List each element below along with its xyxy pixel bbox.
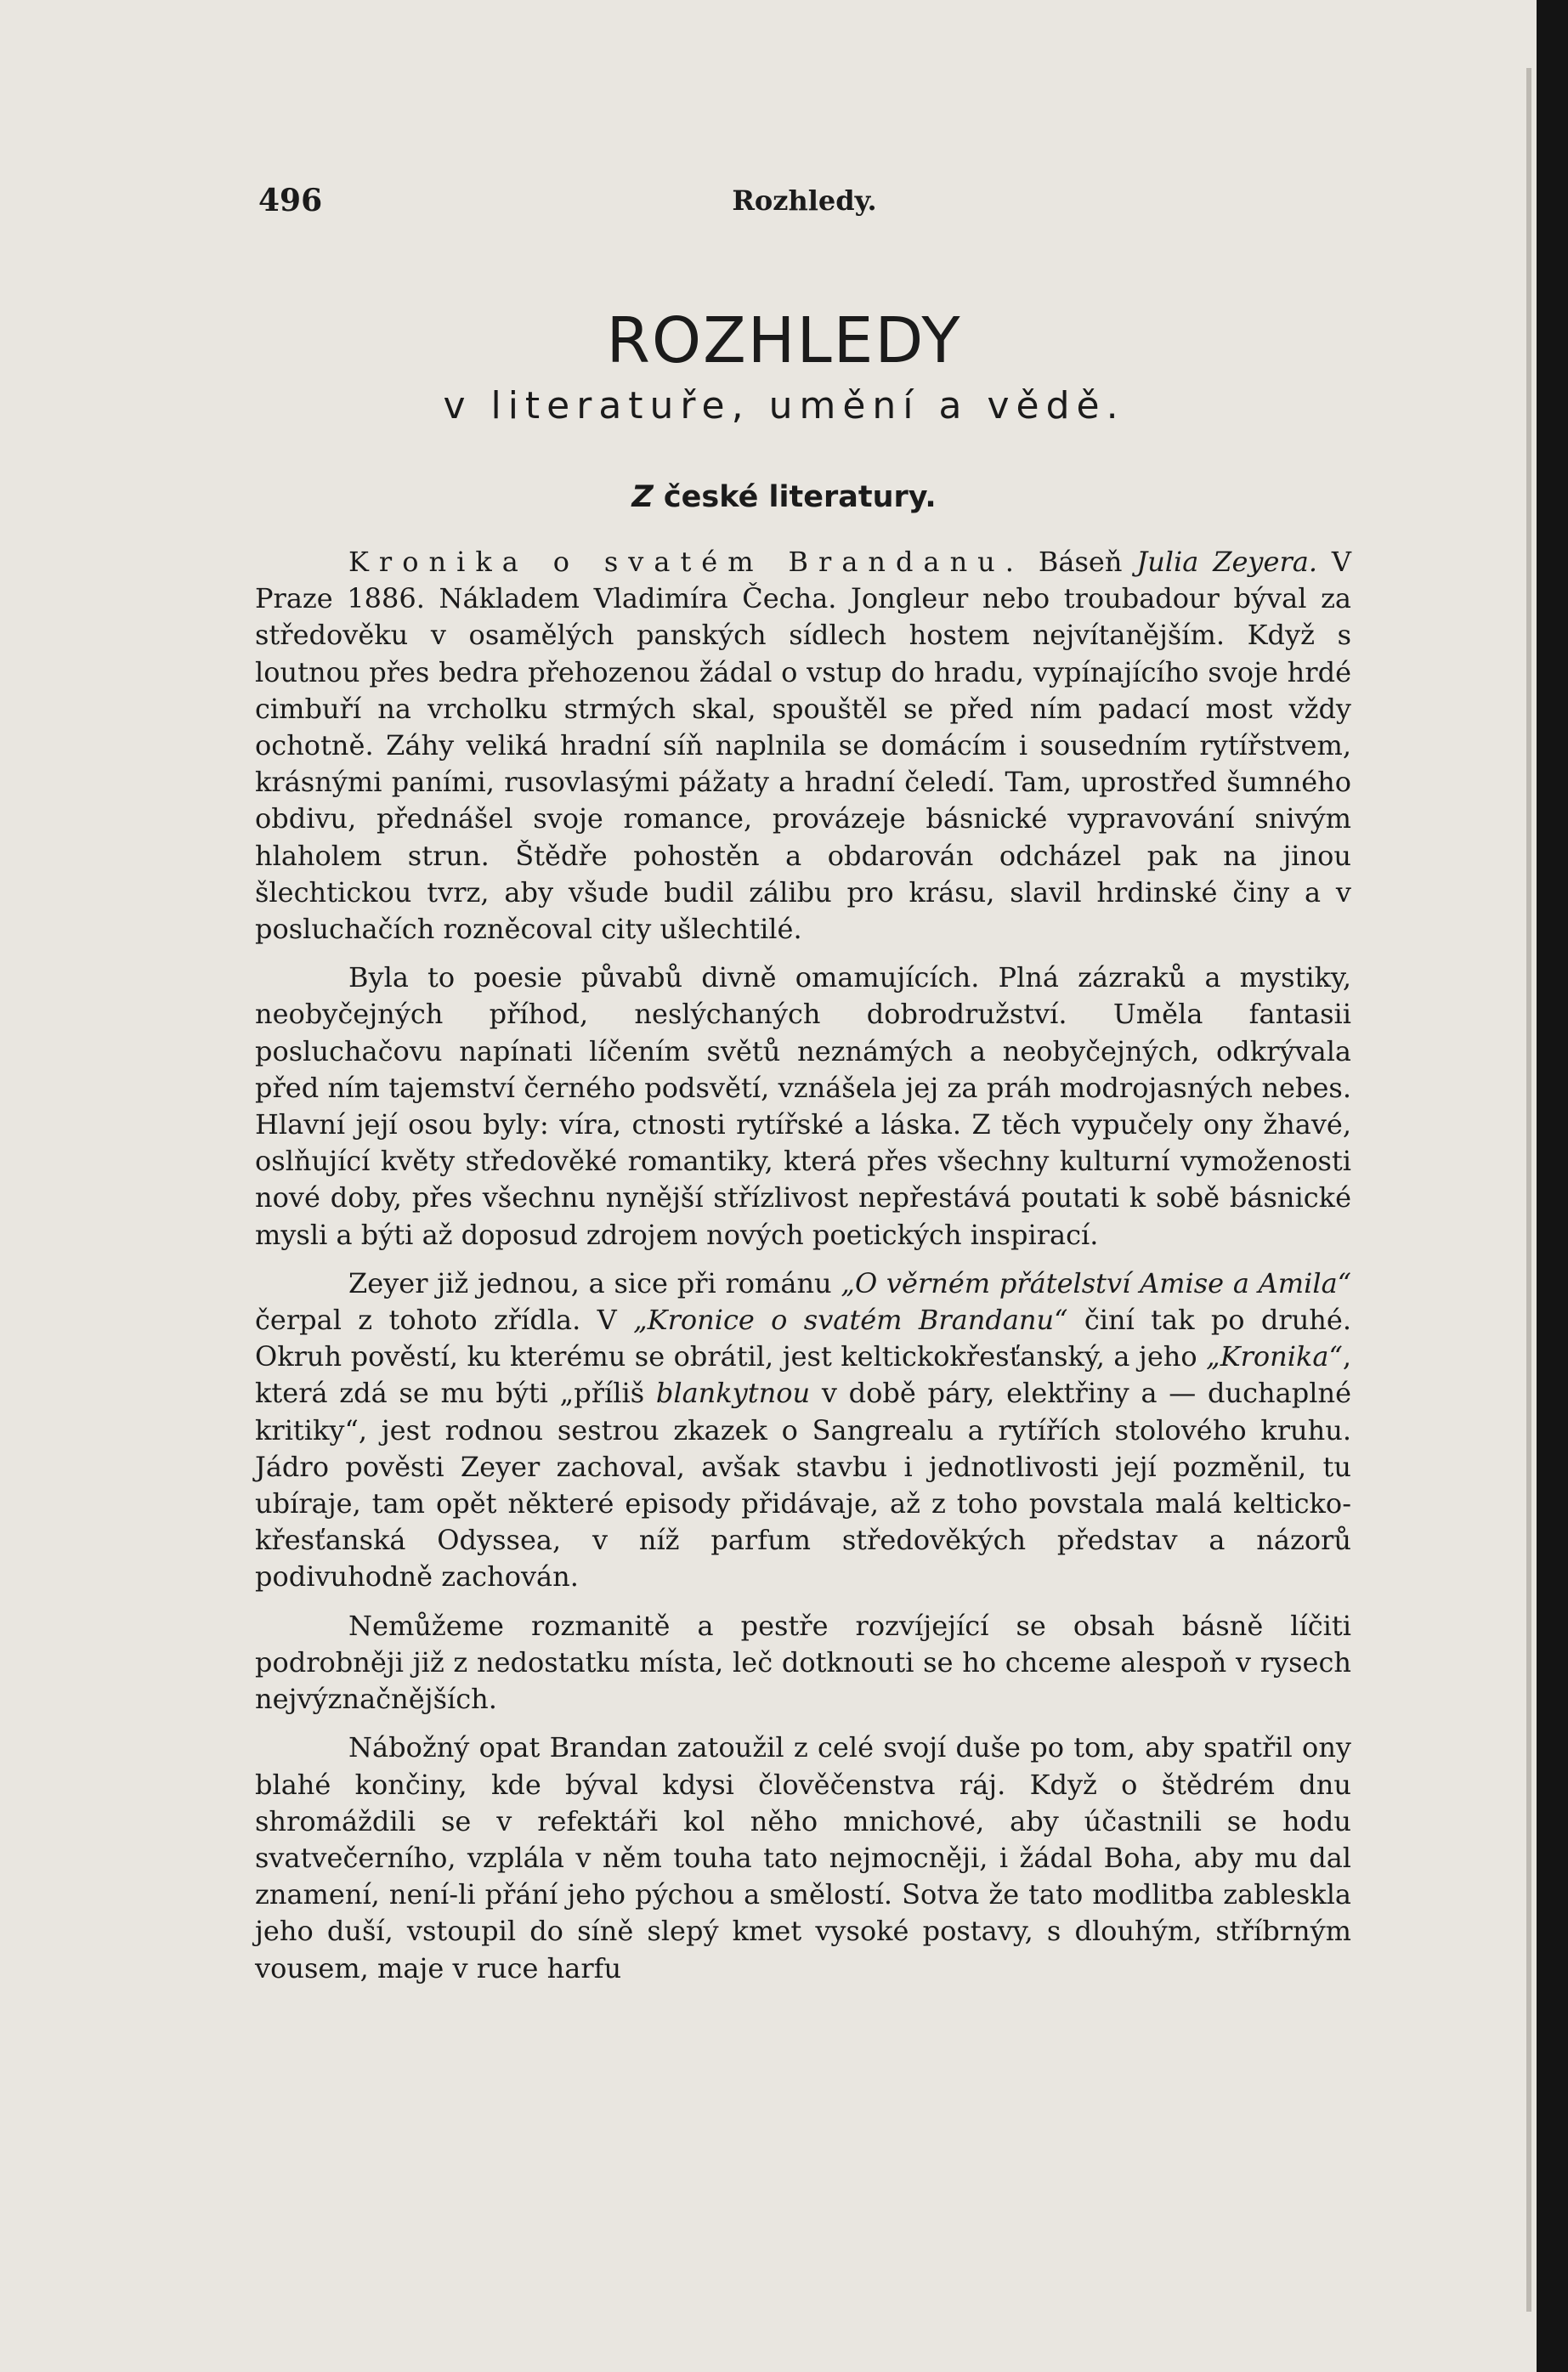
paragraph [255,960,1351,1254]
paragraph [255,1729,1351,1986]
paragraph [255,544,1351,948]
page-number: 496 [258,183,323,218]
text-run: V Praze 1886. Nákladem Vladimíra Čecha. Jongleur nebo troubadour býval za středověku v osamělých panských sídlech hostem nejvítanějším. Když s loutnou přes bedra přehozenou žádal o vstup do hradu, vypínajícího svoje hrdé cimbuří na vrcholku strmých skal, spouštěl se před ním padací most vždy ochotně. Záhy veliká hradní síň naplnila se domácím i sousedním rytířstvem, krásnými paními, rusovlasými pážaty a hradní čeledí. Tam, uprostřed šumného obdivu, přednášel svoje romance, provázeje básnické vypravování snivým hlaholem strun. Štědře pohostěn a obdarován odcházel pak na jinou šlechtickou tvrz, aby všude budil zálibu pro krásu, slavil hrdinské činy a v posluchačích rozněcoval city ušlechtilé. [255,546,1352,946]
text-run: „Kronika“ [1206,1340,1343,1373]
text-run: Byla to poesie půvabů divně omamujících. Plná zázraků a mystiky, neobyčejných příhod, neslýchaných dobrodružství. Uměla fantasii posluchačovu napínati líčením světů neznámých a neobyčejných, odkrývala před ním tajemství černého podsvětí, vznášela jej za práh modrojasných nebes. Hlavní její osou byly: víra, ctnosti rytířské a láska. Z těch vypučely ony žhavé, oslňující květy středověké romantiky, která přes všechny kulturní vymoženosti nové doby, přes všechnu nynější střízlivost nepřestává poutati k sobě básnické mysli a býti až doposud zdrojem nových poetických inspirací. [255,961,1351,1251]
text-run: Julia Zeyera. [1136,546,1317,578]
text-run: Zeyer již jednou, a sice při románu [348,1266,841,1299]
article-body [255,544,1351,1987]
section-label: české literatury. [663,480,937,514]
page-header [258,183,1350,225]
text-run: „O věrném přátelství Amise a Amila“ [841,1266,1352,1299]
page-title: ROZHLEDY [606,304,962,377]
page-subtitle: v literatuře, umění a vědě. [443,384,1125,427]
paragraph [255,1265,1351,1596]
text-run: blankytnou [655,1377,811,1410]
text-run: „Kronice o svatém Brandanu“ [633,1304,1068,1337]
text-run: Nemůžeme rozmanitě a pestře rozvíjející se obsah básně líčiti podrobněji již z nedostatku místa, leč dotknouti se ho chceme alespoň v rysech nejvýznačnějších. [255,1609,1351,1716]
text-run: v době páry, elektřiny a — duchaplné kritiky“, jest rodnou sestrou zkazek o Sangrealu a rytířích stolového kruhu. Jádro pověsti Zeyer zachoval, avšak stavbu i jednotlivosti její pozměnil, tu ubíraje, tam opět některé episody přidávaje, až z toho povstala malá kelticko-křesťanská Odyssea, v níž parfum středověkých představ a názorů podivuhodně zachován. [255,1377,1352,1594]
text-run: Kronika o svatém Brandanu. [348,546,1024,578]
section-heading [0,480,1568,514]
text-run: , která zdá se mu býti „příliš [255,1340,1351,1410]
text-run: čerpal z tohoto zřídla. V [255,1304,634,1337]
running-title: Rozhledy. [732,184,877,217]
section-prefix: Z [631,480,654,514]
text-run: činí tak po druhé. Okruh pověstí, ku kterému se obrátil, jest keltickokřesťanský, a jeho [255,1304,1352,1373]
text-run: Nábožný opat Brandan zatoužil z celé svojí duše po tom, aby spatřil ony blahé končiny, kde býval kdysi člověčenstva ráj. Když o štědrém dnu shromáždili se v refektáři kol něho mnichové, aby účastnili se hodu svatvečerního, vzplála v něm touha tato nejmocněji, i žádal Boha, aby mu dal znamení, není-li přání jeho pýchou a smělostí. Sotva že tato modlitba zableskla jeho duší, vstoupil do síně slepý kmet vysoké postavy, s dlouhým, stříbrným vousem, maje v ruce harfu [255,1731,1351,1984]
text-run: Báseň [1023,546,1137,578]
paragraph [255,1608,1351,1718]
